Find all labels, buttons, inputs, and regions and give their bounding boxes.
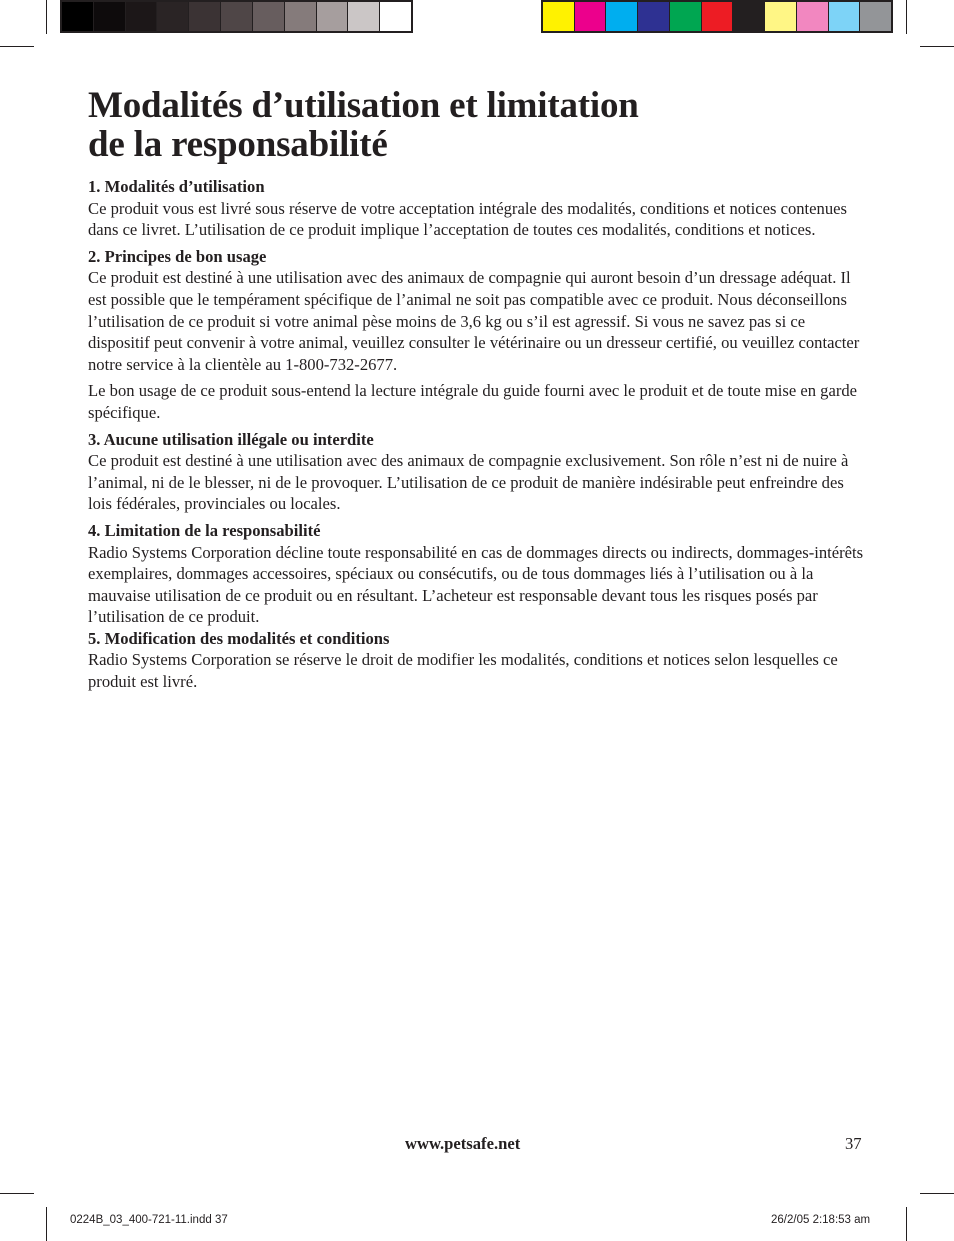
color-swatch bbox=[285, 2, 317, 31]
section-paragraph: Radio Systems Corporation se réserve le droit de modifier les modalités, conditions et notices selon lesquelles ce produit est livré. bbox=[88, 650, 838, 692]
crop-mark-top-left-h bbox=[0, 46, 34, 47]
section-heading: 1. Modalités d’utilisation bbox=[88, 177, 265, 196]
color-swatch bbox=[733, 2, 765, 31]
section-paragraph: Ce produit est destiné à une utilisation avec des animaux de compagnie exclusivement. Son rôle n’est ni de nuire à l’animal, ni de le blesser, ni de le provoquer. L’utilisation de ce produit de manière indésirable peut enfreindre des lois fédérales, provinciales ou locales. bbox=[88, 451, 849, 514]
crop-mark-top-left-v bbox=[46, 0, 47, 34]
color-swatch bbox=[126, 2, 158, 31]
section-terms-of-use bbox=[88, 176, 868, 241]
crop-mark-top-right-h bbox=[920, 46, 954, 47]
color-swatch bbox=[543, 2, 575, 31]
page-title bbox=[88, 86, 868, 164]
grayscale-color-bar bbox=[60, 0, 413, 33]
color-swatch bbox=[575, 2, 607, 31]
color-swatch bbox=[157, 2, 189, 31]
color-swatch bbox=[606, 2, 638, 31]
print-slug-filename: 0224B_03_400-721-11.indd 37 bbox=[70, 1214, 228, 1226]
color-swatch bbox=[702, 2, 734, 31]
crop-mark-bottom-left-v bbox=[46, 1207, 47, 1241]
section-paragraph: Le bon usage de ce produit sous-entend la lecture intégrale du guide fourni avec le produit et de toute mise en garde spécifique. bbox=[88, 381, 858, 422]
section-heading: 4. Limitation de la responsabilité bbox=[88, 520, 321, 540]
crop-mark-bottom-left-h bbox=[0, 1193, 34, 1194]
crop-mark-top-right-v bbox=[906, 0, 907, 34]
section-paragraph: Ce produit vous est livré sous réserve de votre acceptation intégrale des modalités, conditions et notices contenues dans ce livret. L’utilisation de ce produit implique l’acceptation de toutes ces modalités, conditions et notices. bbox=[88, 198, 847, 240]
section-limitation-of-liability bbox=[88, 520, 868, 628]
section-paragraph: Radio Systems Corporation décline toute responsabilité en cas de dommages directs ou indirects, dommages-intérêts exemplaires, dommages accessoires, spéciaux ou consécutifs, ou de tous dommages liés à l’utilisation ou à la mauvaise utilisation de ce produit ou en résultant. L’acheteur est responsable devant tous les risques posés par l’utilisation de ce produit. bbox=[88, 542, 864, 627]
color-swatch bbox=[253, 2, 285, 31]
footer-website-link[interactable]: www.petsafe.net bbox=[405, 1134, 521, 1153]
section-heading: 5. Modification des modalités et conditions bbox=[88, 628, 390, 648]
color-swatch bbox=[765, 2, 797, 31]
crop-mark-bottom-right-h bbox=[920, 1193, 954, 1194]
page-title-line-2: de la responsabilité bbox=[88, 124, 388, 165]
color-swatch bbox=[62, 2, 94, 31]
color-swatch bbox=[317, 2, 349, 31]
section-proper-use bbox=[88, 246, 868, 424]
color-swatch bbox=[94, 2, 126, 31]
color-swatch bbox=[348, 2, 380, 31]
section-heading: 2. Principes de bon usage bbox=[88, 246, 267, 266]
section-no-illegal-use bbox=[88, 429, 868, 515]
section-paragraph: Ce produit est destiné à une utilisation avec des animaux de compagnie qui auront besoin d’un dressage adéquat. Il est possible que le tempérament spécifique de l’animal ne soit pas compatible avec ce produit. Nous déconseillons l’utilisation de ce produit si votre animal pèse moins de 3,6 kg ou s’il est agressif. Si vous ne savez pas si ce dispositif peut convenir à votre animal, veuillez consulter le vétérinaire ou un dresseur certifié, ou veuillez contacter notre service à la clientèle au 1-800-732-2677. bbox=[88, 268, 860, 374]
color-swatch bbox=[189, 2, 221, 31]
page-title-line-1: Modalités d’utilisation et limitation bbox=[88, 85, 639, 126]
color-swatch bbox=[829, 2, 861, 31]
process-color-bar bbox=[541, 0, 893, 33]
color-swatch bbox=[670, 2, 702, 31]
print-slug-timestamp: 26/2/05 2:18:53 am bbox=[771, 1214, 871, 1226]
section-heading: 3. Aucune utilisation illégale ou interdite bbox=[88, 429, 374, 449]
color-swatch bbox=[638, 2, 670, 31]
page-number: 37 bbox=[845, 1134, 862, 1153]
terms-body bbox=[88, 176, 868, 698]
color-swatch bbox=[380, 2, 411, 31]
color-swatch bbox=[860, 2, 891, 31]
section-modification-of-terms bbox=[88, 628, 868, 693]
color-swatch bbox=[221, 2, 253, 31]
color-swatch bbox=[797, 2, 829, 31]
crop-mark-bottom-right-v bbox=[906, 1207, 907, 1241]
